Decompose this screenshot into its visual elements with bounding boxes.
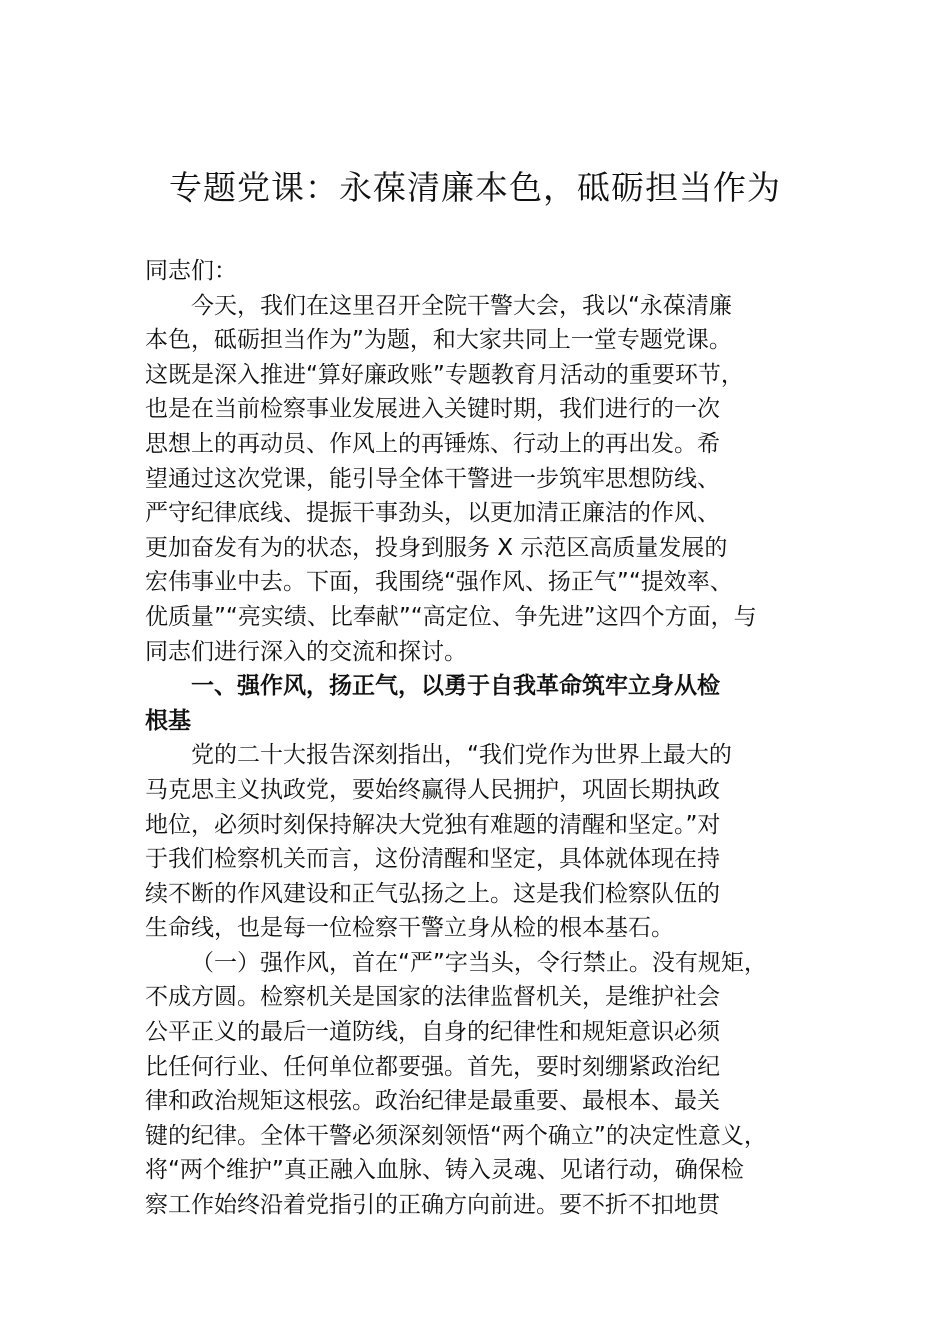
paragraph-line: 马克思主义执政党，要始终赢得人民拥护，巩固长期执政 [145, 776, 720, 803]
paragraph-line: 将“两个维护”真正融入血脉、铸入灵魂、见诸行动，确保检 [145, 1157, 744, 1184]
paragraph-line: 今天，我们在这里召开全院干警大会，我以“永葆清廉 [191, 292, 732, 319]
paragraph-line: 思想上的再动员、作风上的再锤炼、行动上的再出发。希 [145, 430, 720, 457]
paragraph-line: 望通过这次党课，能引导全体干警进一步筑牢思想防线、 [145, 465, 720, 492]
paragraph-line: 于我们检察机关而言，这份清醒和坚定，具体就体现在持 [145, 846, 720, 873]
paragraph-line: （一）强作风，首在“严”字当头，令行禁止。没有规矩， [191, 949, 767, 976]
paragraph-line: 键的纪律。全体干警必须深刻领悟“两个确立”的决定性意义， [145, 1122, 767, 1149]
paragraph-line: 律和政治规矩这根弦。政治纪律是最重要、最根本、最关 [145, 1088, 720, 1115]
paragraph-line: 宏伟事业中去。下面，我围绕“强作风、扬正气”“提效率、 [145, 569, 733, 596]
paragraph-line: 本色，砥砺担当作为”为题，和大家共同上一堂专题党课。 [145, 327, 732, 354]
paragraph-line: 也是在当前检察事业发展进入关键时期，我们进行的一次 [145, 396, 720, 423]
paragraph-line: 生命线，也是每一位检察干警立身从检的根本基石。 [145, 915, 674, 942]
document-body [145, 254, 810, 1223]
paragraph-line: 比任何行业、任何单位都要强。首先，要时刻绷紧政治纪 [145, 1053, 720, 1080]
paragraph-line: 党的二十大报告深刻指出，“我们党作为世界上最大的 [191, 742, 732, 769]
paragraph-line: 同志们进行深入的交流和探讨。 [145, 638, 467, 665]
paragraph-line: 更加奋发有为的状态，投身到服务 X 示范区高质量发展的 [145, 534, 728, 561]
paragraph-line: 优质量”“亮实绩、比奉献”“高定位、争先进”这四个方面，与 [145, 603, 757, 630]
paragraph-line: 续不断的作风建设和正气弘扬之上。这是我们检察队伍的 [145, 880, 720, 907]
section-heading-line: 根基 [145, 707, 191, 734]
page-title: 专题党课：永葆清廉本色，砥砺担当作为 [169, 168, 781, 207]
paragraph-line: 公平正义的最后一道防线，自身的纪律性和规矩意识必须 [145, 1019, 720, 1046]
section-heading-line: 一、强作风，扬正气，以勇于自我革命筑牢立身从检 [191, 673, 720, 700]
paragraph-line: 同志们： [145, 258, 237, 284]
paragraph-line: 察工作始终沿着党指引的正确方向前进。要不折不扣地贯 [145, 1192, 720, 1219]
paragraph-line: 这既是深入推进“算好廉政账”专题教育月活动的重要环节， [145, 361, 744, 388]
paragraph-line: 严守纪律底线、提振干事劲头，以更加清正廉洁的作风、 [145, 500, 720, 527]
paragraph-line: 不成方圆。检察机关是国家的法律监督机关，是维护社会 [145, 984, 720, 1011]
paragraph-line: 地位，必须时刻保持解决大党独有难题的清醒和坚定。”对 [145, 811, 721, 838]
